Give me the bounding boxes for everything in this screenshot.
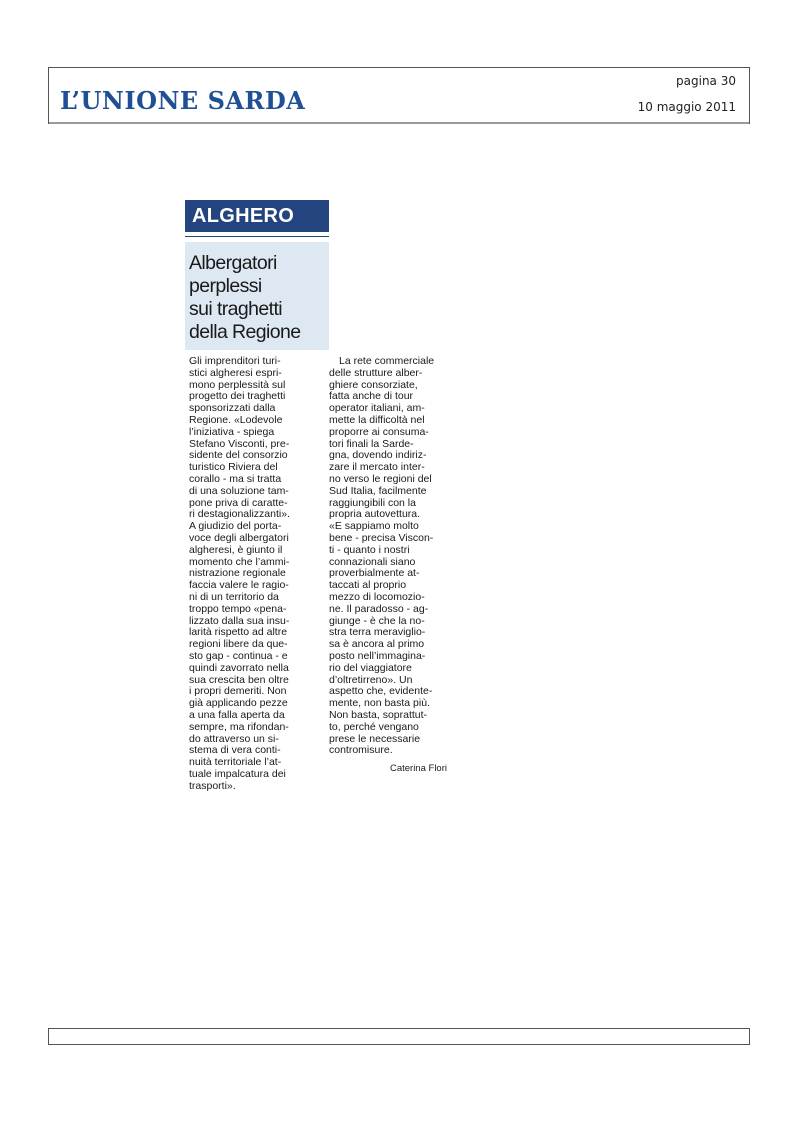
text-line: mette la difficoltà nel [329,413,425,426]
text-line: d’oltretirreno». Un [329,673,413,686]
text-line: sponsorizzati dalla [189,402,276,415]
headline-box [185,242,329,350]
text-line: Stefano Visconti, pre- [189,437,290,450]
text-line: zare il mercato inter- [329,461,425,474]
text-line: rio del viaggiatore [329,661,412,674]
text-line: prese le necessarie [329,732,421,745]
text-line: larità rispetto ad altre [189,626,288,639]
text-line: nistrazione regionale [189,567,286,580]
text-line: proverbialmente at- [329,567,420,580]
text-line: propria autovettura. [329,508,421,521]
text-line: di una soluzione tam- [189,484,289,497]
text-line: tori finali la Sarde- [329,437,414,450]
text-line: Gli imprenditori turi- [189,355,281,367]
text-line: ghiere consorziate, [329,378,418,391]
text-line: giunge - è che la no- [329,614,425,627]
publication-date: 10 maggio 2011 [637,100,736,114]
text-line: stra terra meraviglio- [329,626,426,639]
text-line: algheresi, è giunto il [189,543,283,556]
text-line: bene - precisa Viscon- [329,531,434,544]
text-line: momento che l’ammi- [189,555,290,568]
text-line: ni di un territorio da [189,590,279,603]
text-line: posto nell’immagina- [329,649,426,662]
text-line: ne. Il paradosso - ag- [329,602,429,615]
text-line: turistico Riviera del [189,461,278,474]
text-line: troppo tempo «pena- [189,602,287,615]
text-line: operator italiani, am- [329,402,425,415]
text-line: sempre, ma rifondan- [189,720,289,733]
text-line: a una falla aperta da [189,708,285,721]
article-column-2 [329,356,451,757]
text-line: trasporti». [189,779,236,792]
text-line: A giudizio del porta- [189,520,282,533]
text-line: stici algheresi espri- [189,366,282,379]
text-line: contromisure. [329,744,393,757]
text-line: ri destagionalizzanti». [189,508,290,521]
text-line: taccati al proprio [329,579,407,592]
page-number: pagina 30 [676,74,736,88]
text-line: Regione. «Lodevole [189,413,283,426]
page-header [48,67,750,124]
text-line: faccia valere le ragio- [189,579,289,592]
text-line: regioni libere da que- [189,638,288,651]
text-line: già applicando pezze [189,697,288,710]
text-line: do attraverso un si- [189,732,279,745]
text-line: progetto dei traghetti [189,390,286,403]
text-line: sto gap - continua - e [189,649,288,662]
text-line: delle strutture alber- [329,366,423,379]
text-line: Non basta, soprattut- [329,708,428,721]
text-line: sa è ancora al primo [329,638,425,651]
text-line: quindi zavorrato nella [189,661,289,674]
text-line: to, perché vengano [329,720,419,733]
text-line: ti - quanto i nostri [329,543,410,556]
text-line: pone priva di caratte- [189,496,288,509]
text-line: sidente del consorzio [189,449,288,462]
text-line: no verso le regioni del [329,472,432,485]
text-line: gna, dovendo indiriz- [329,449,427,462]
text-line: mezzo di locomozio- [329,590,425,603]
newspaper-masthead: L’UNIONE SARDA [60,86,306,115]
text-line: lizzato dalla sua insu- [189,614,290,627]
text-line: l’iniziativa - spiega [189,425,275,438]
text-line: raggiungibili con la [329,496,416,509]
text-line: La rete commerciale [339,355,435,367]
text-line: fatta anche di tour [329,390,414,403]
text-line: connazionali siano [329,555,416,568]
kicker-divider [185,236,329,237]
text-line: i propri demeriti. Non [189,685,287,698]
article-column-1 [189,356,311,792]
article-byline: Caterina Flori [389,763,447,774]
text-line: sua crescita ben oltre [189,673,289,686]
section-kicker: ALGHERO [185,200,329,232]
text-line: tuale impalcatura dei [189,767,286,780]
text-line: stema di vera conti- [189,744,281,757]
page-footer [48,1028,750,1045]
text-line: mono perplessità sul [189,378,286,391]
text-line: nuità territoriale l’at- [189,756,282,769]
text-line: «E sappiamo molto [329,520,419,533]
text-line: corallo - ma si tratta [189,472,282,485]
article-headline: Albergatori perplessi sui traghetti della Regione [189,252,301,343]
text-line: Sud Italia, facilmente [329,484,427,497]
text-line: aspetto che, evidente- [329,685,433,698]
text-line: proporre ai consuma- [329,425,429,438]
text-line: voce degli albergatori [189,531,289,544]
text-line: mente, non basta più. [329,697,430,710]
